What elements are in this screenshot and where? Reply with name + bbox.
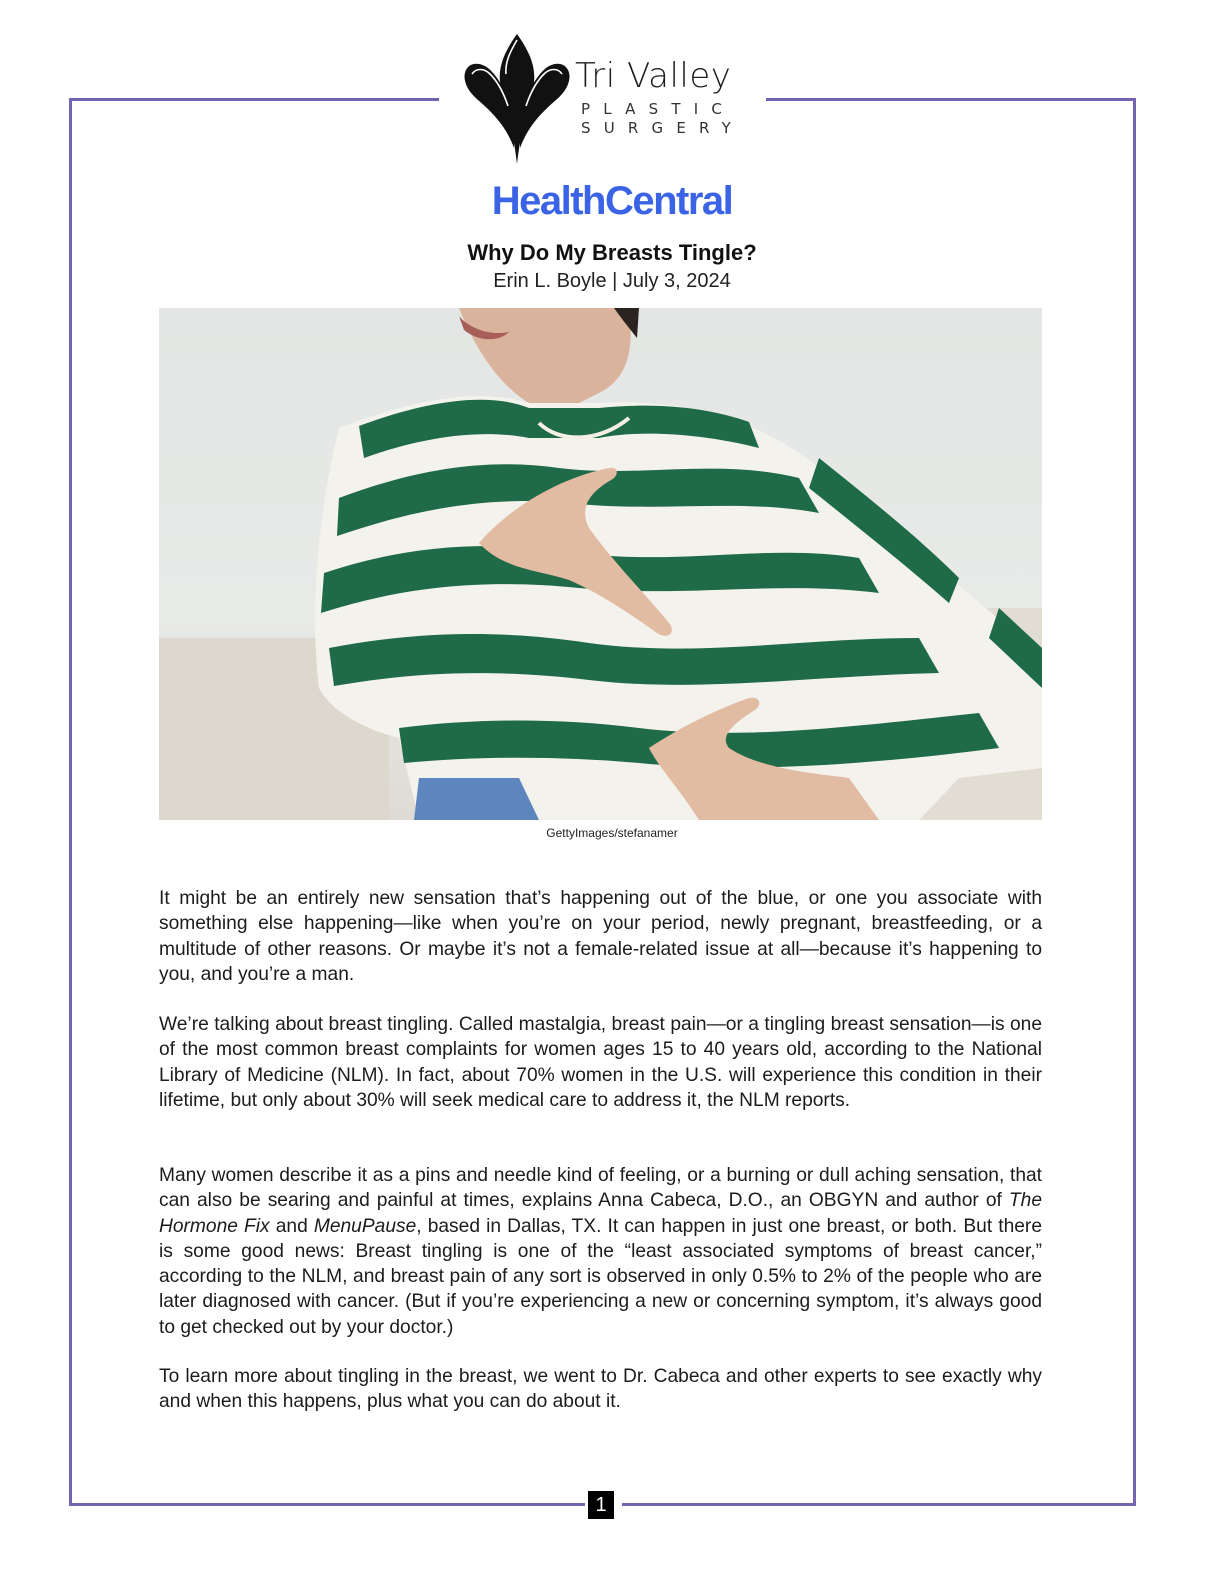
paragraph-2-text: We’re talking about breast tingling. Called mastalgia, breast pain—or a tingling breast sensation—is one of the most common breast complaints for women ages 15 to 40 years old, according to the National Library of Medicine (NLM). In fact, about 70% women in the U.S. will experience this condition in their lifetime, but only about 30% will seek medical care to address it, the NLM reports.: [159, 1014, 1042, 1111]
frame-border-top-left: [69, 98, 439, 101]
photo-credit: GettyImages/stefanamer: [546, 826, 678, 840]
book-title-hormone-fix: The Hormone Fix: [159, 1190, 1042, 1237]
paragraph-3-text: [159, 1163, 1042, 1340]
paragraph-4: [159, 1364, 1042, 1415]
article-photo: [159, 308, 1042, 820]
paragraph-3-part-c: , based in Dallas, TX. It can happen in just one breast, or both. But there is some good news: Breast tingling is one of the “least associated symptoms of breast cancer,” according to the NLM, and breast pain of any sort is observed in only 0.5% to 2% of the people who are later diagnosed with cancer. (But if you’re experiencing a new or concerning symptom, it’s always good to get checked out by your doctor.): [159, 1215, 1042, 1338]
photo-illustration: [159, 308, 1042, 820]
paragraph-3-part-a: Many women describe it as a pins and needle kind of feeling, or a burning or dull aching sensation, that can also be searing and painful at times, explains Anna Cabeca, D.O., an OBGYN and author of: [159, 1165, 1042, 1212]
paragraph-4-text: To learn more about tingling in the breast, we went to Dr. Cabeca and other experts to see exactly why and when this happens, plus what you can do about it.: [159, 1366, 1042, 1413]
frame-border-bottom-right: [622, 1503, 1136, 1506]
logo-name: Tri Valley: [575, 56, 732, 96]
paragraph-3: [159, 1163, 1042, 1340]
logo-subtitle-line1: PLASTIC: [581, 100, 735, 118]
publication-logo: HealthCentral: [491, 179, 733, 223]
frame-border-right: [1133, 98, 1136, 1506]
fleur-de-lis-icon: [462, 30, 572, 168]
paragraph-2: [159, 1012, 1042, 1113]
tri-valley-logo: [462, 30, 752, 168]
book-title-menupause: MenuPause: [313, 1215, 417, 1237]
logo-subtitle-line2: SURGERY: [581, 119, 745, 137]
article-title: Why Do My Breasts Tingle?: [467, 240, 757, 265]
frame-border-top-right: [766, 98, 1136, 101]
frame-border-left: [69, 98, 72, 1506]
article-byline: Erin L. Boyle | July 3, 2024: [493, 270, 731, 292]
frame-border-bottom-left: [69, 1503, 585, 1506]
page-number: 1: [588, 1491, 614, 1519]
paragraph-3-part-b: and: [269, 1215, 314, 1237]
paragraph-1: [159, 886, 1042, 987]
paragraph-1-text: It might be an entirely new sensation that’s happening out of the blue, or one you associate with something else happening—like when you’re on your period, newly pregnant, breastfeeding, or a multitude of other reasons. Or maybe it’s not a female-related issue at all—because it’s happening to you, and you’re a man.: [159, 888, 1042, 985]
